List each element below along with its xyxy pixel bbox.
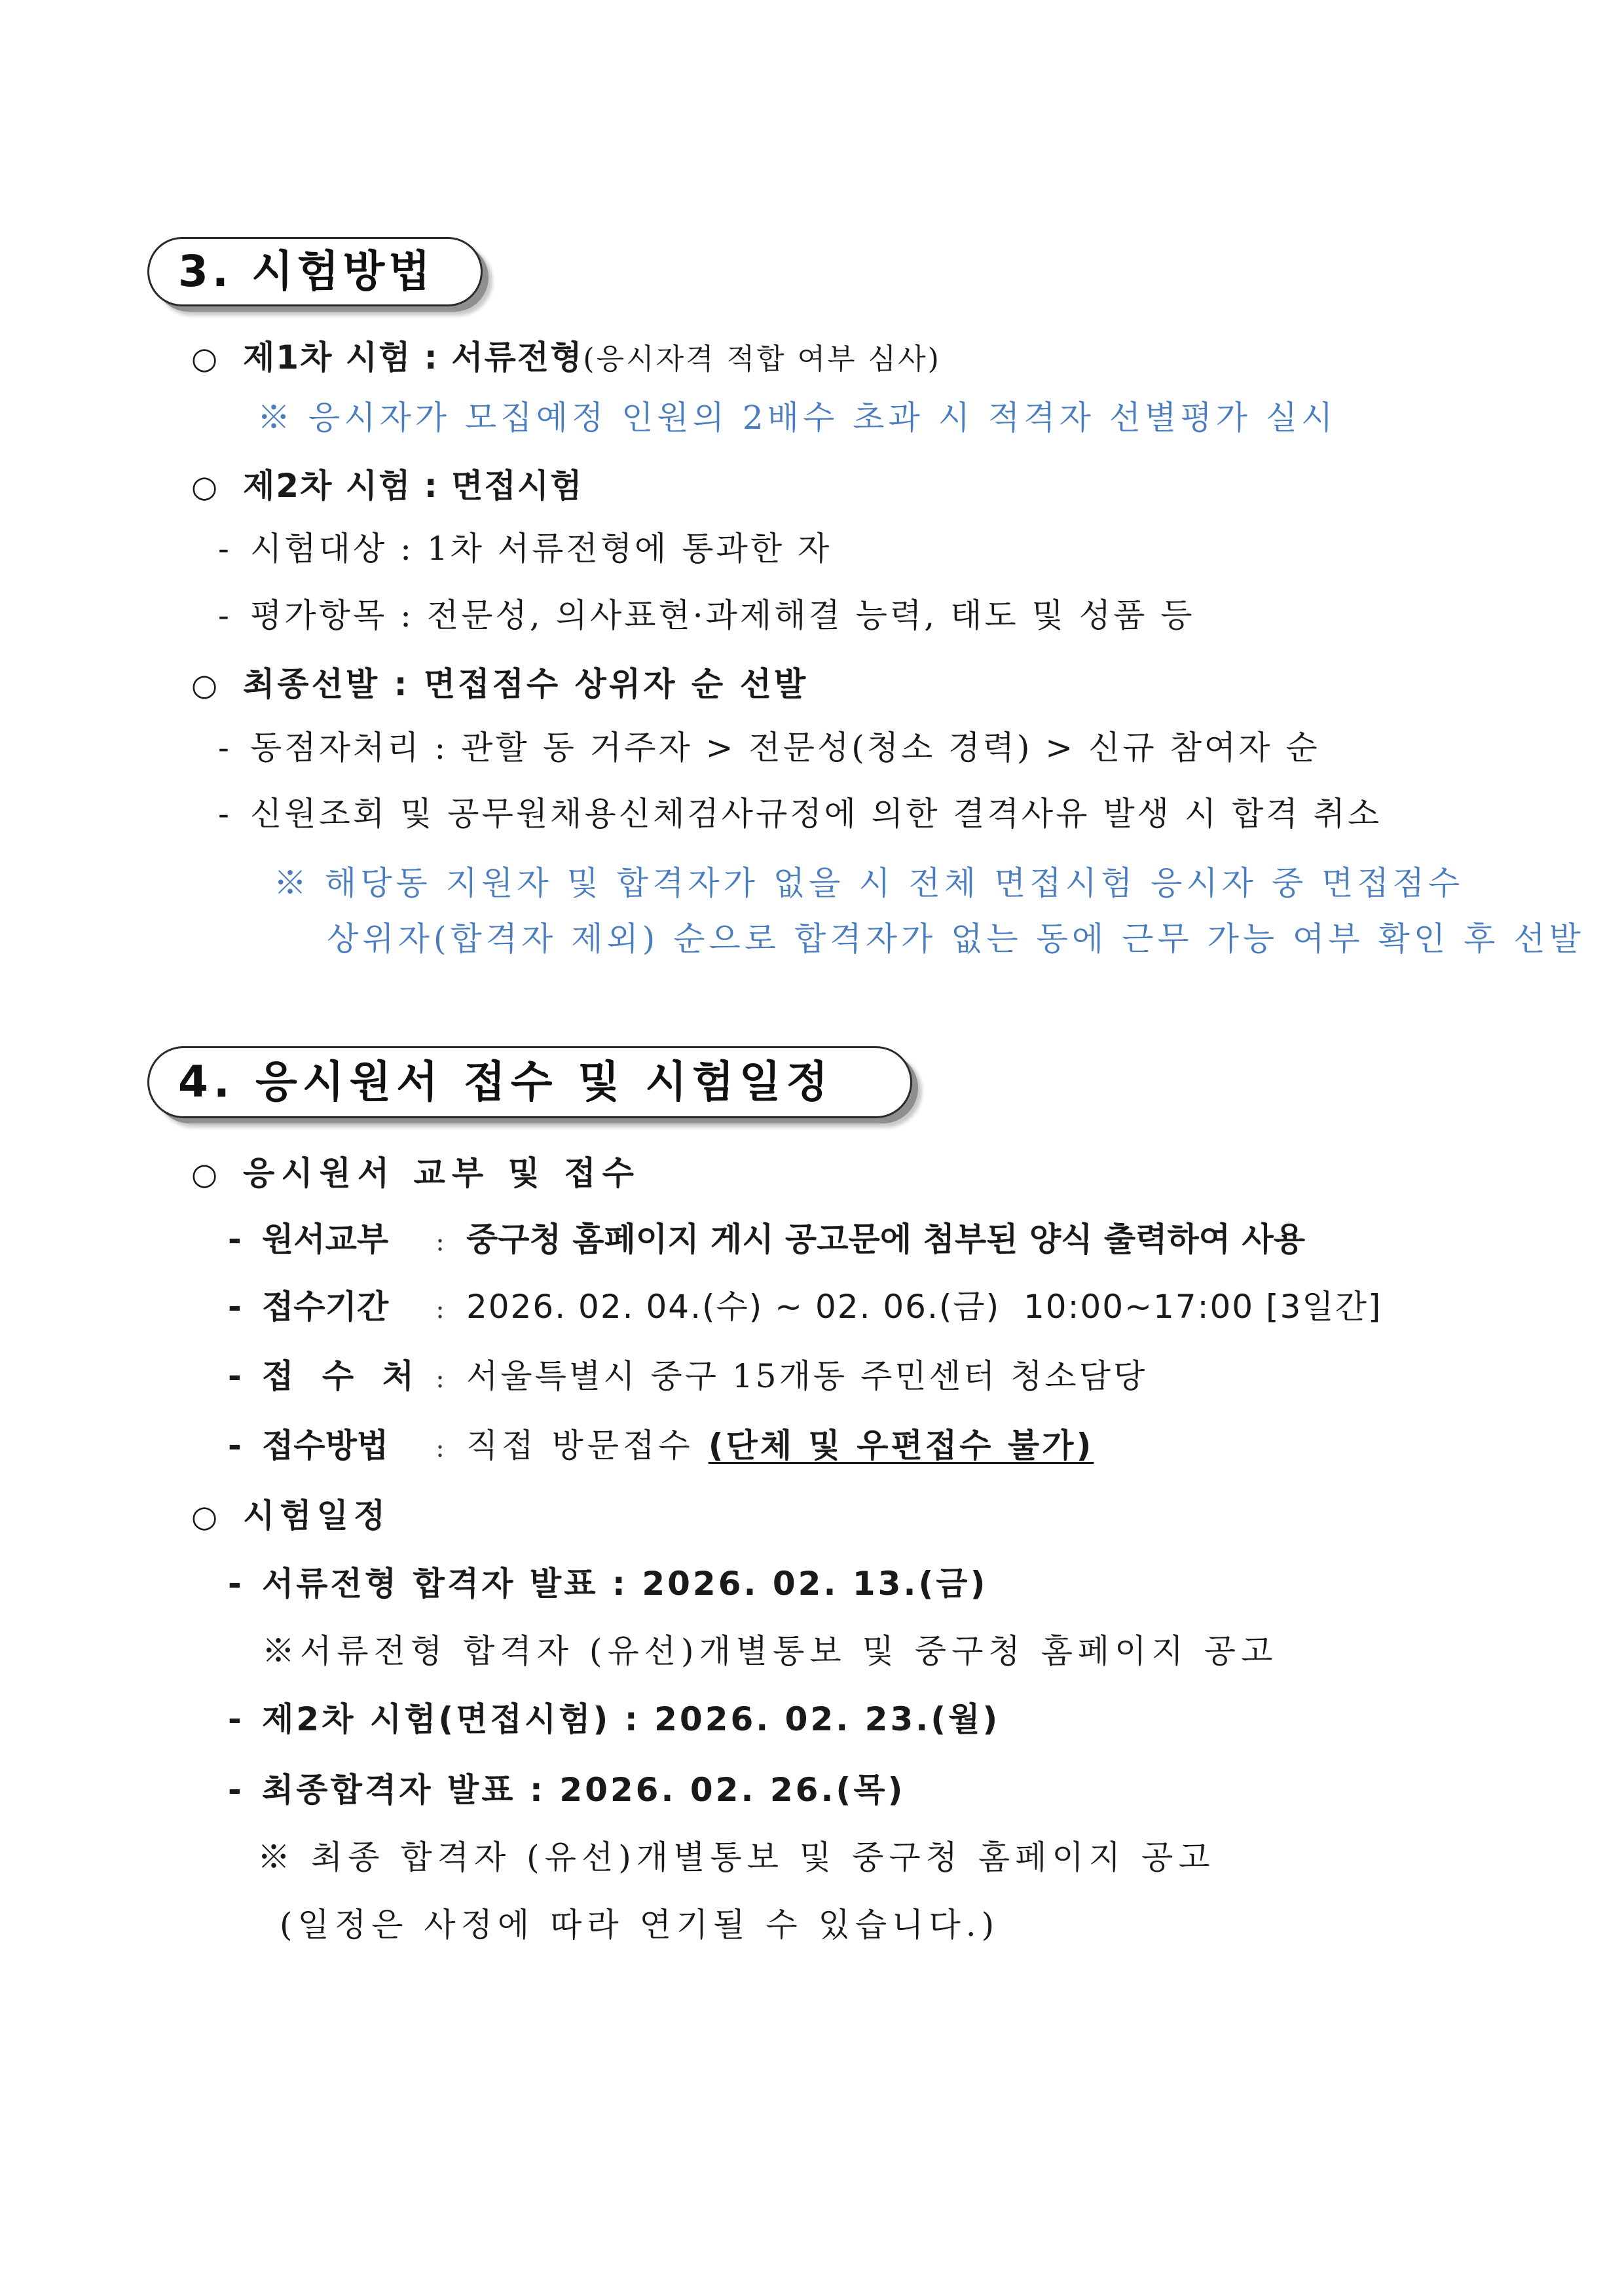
section-4-title: 4. 응시원서 접수 및 시험일정: [178, 1057, 834, 1107]
application-item: [191, 1150, 640, 1196]
row-key: 접 수 처: [262, 1357, 414, 1395]
row-key: 원서교부: [262, 1220, 389, 1258]
circle-bullet-icon: ○: [191, 1499, 218, 1534]
dash-marker: -: [218, 795, 229, 833]
stage2-item: [191, 463, 583, 509]
interview-text: 제2차 시험(면접시험) : 2026. 02. 23.(월): [262, 1700, 1001, 1738]
document-result-note: ※서류전형 합격자 (유선)개별통보 및 중구청 홈페이지 공고: [262, 1632, 1278, 1670]
schedule-interview: [228, 1696, 1000, 1742]
dash-marker: -: [228, 1565, 242, 1603]
stage1-item: [191, 335, 941, 380]
circle-bullet-icon: ○: [191, 340, 218, 376]
section-3-heading: [147, 237, 483, 306]
schedule-disclaimer: (일정은 사정에 따라 연기될 수 있습니다.): [280, 1906, 1000, 1944]
final-result-note: ※ 최종 합격자 (유선)개별통보 및 중구청 홈페이지 공고: [257, 1838, 1215, 1876]
dash-marker: -: [228, 1220, 242, 1258]
row-value: 2026. 02. 04.(수) ~ 02. 06.(금) 10:00~17:00 [3일간]: [466, 1288, 1382, 1326]
row-separator: :: [435, 1294, 445, 1324]
final-subitem-disqualification: [218, 791, 1382, 837]
dash-marker: -: [228, 1771, 242, 1809]
stage1-detail: (응시자격 적합 여부 심사): [583, 342, 941, 376]
schedule-final-result: [228, 1767, 905, 1813]
row-key: 접수방법: [262, 1427, 389, 1465]
stage2-subitem-target: [218, 526, 832, 572]
row-separator: :: [435, 1227, 445, 1257]
application-label: 응시원서 교부 및 접수: [243, 1154, 640, 1192]
restriction-emphasis: (단체 및 우편접수 불가): [708, 1427, 1094, 1465]
application-row-period: [228, 1284, 1382, 1330]
final-subitem-tiebreak: [218, 725, 1320, 771]
stage2-criteria-text: 평가항목 : 전문성, 의사표현·과제해결 능력, 태도 및 성품 등: [250, 596, 1195, 634]
row-value: 중구청 홈페이지 게시 공고문에 첨부된 양식 출력하여 사용: [466, 1220, 1306, 1258]
dash-marker: -: [218, 596, 229, 634]
section-4-heading: [147, 1046, 912, 1118]
stage1-label: 제1차 시험 : 서류전형: [243, 338, 583, 376]
final-selection-label: 최종선발 : 면접점수 상위자 순 선발: [243, 665, 809, 703]
schedule-label: 시험일정: [243, 1496, 391, 1535]
dash-marker: -: [218, 530, 229, 568]
disqualification-text: 신원조회 및 공무원채용신체검사규정에 의한 결격사유 발생 시 합격 취소: [250, 795, 1382, 833]
circle-bullet-icon: ○: [191, 1156, 218, 1192]
dash-marker: -: [228, 1357, 242, 1395]
row-separator: :: [435, 1433, 445, 1463]
row-separator: :: [435, 1364, 445, 1394]
row-value: 직접 방문접수: [466, 1427, 694, 1465]
stage2-subitem-criteria: [218, 592, 1195, 638]
dash-marker: -: [228, 1288, 242, 1326]
final-selection-item: [191, 661, 808, 707]
application-row-location: [228, 1353, 1147, 1399]
final-note-line-1: ※ 해당동 지원자 및 합격자가 없을 시 전체 면접시험 응시자 중 면접점수: [274, 864, 1464, 902]
final-result-text: 최종합격자 발표 : 2026. 02. 26.(목): [262, 1771, 906, 1809]
tiebreak-text: 동점자처리 : 관할 동 거주자 > 전문성(청소 경력) > 신규 참여자 순: [250, 729, 1320, 767]
row-key: 접수기간: [262, 1288, 389, 1326]
stage2-target-text: 시험대상 : 1차 서류전형에 통과한 자: [250, 530, 832, 568]
row-value: 서울특별시 중구 15개동 주민센터 청소담당: [466, 1357, 1148, 1395]
circle-bullet-icon: ○: [191, 469, 218, 504]
application-row-method: [228, 1423, 1094, 1468]
stage1-note: ※ 응시자가 모집예정 인원의 2배수 초과 시 적격자 선별평가 실시: [257, 399, 1337, 437]
dash-marker: -: [218, 729, 229, 767]
section-3-title: 3. 시험방법: [178, 246, 434, 297]
dash-marker: -: [228, 1700, 242, 1738]
schedule-item: [191, 1493, 390, 1539]
final-note-line-2: 상위자(합격자 제외) 순으로 합격자가 없는 동에 근무 가능 여부 확인 후 선발: [327, 920, 1585, 958]
application-row-distribution: [228, 1216, 1305, 1262]
circle-bullet-icon: ○: [191, 667, 218, 702]
document-result-text: 서류전형 합격자 발표 : 2026. 02. 13.(금): [262, 1565, 988, 1603]
dash-marker: -: [228, 1427, 242, 1465]
stage2-label: 제2차 시험 : 면접시험: [243, 467, 583, 505]
schedule-document-result: [228, 1561, 987, 1607]
